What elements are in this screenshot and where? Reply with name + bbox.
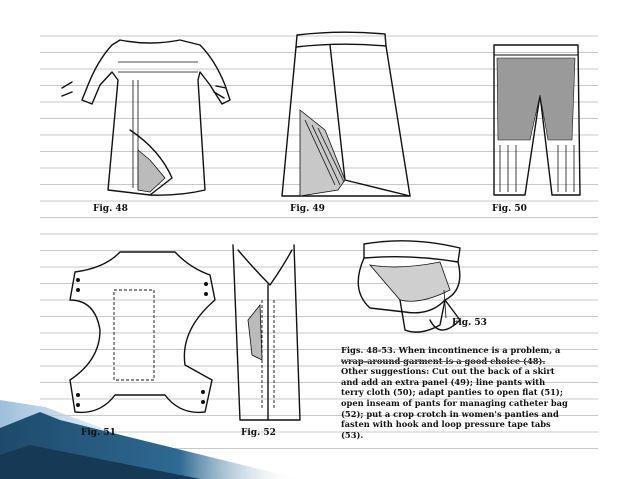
fig48-label: Fig. 48	[93, 204, 128, 214]
fig50-label: Fig. 50	[492, 204, 527, 214]
fig49-label: Fig. 49	[290, 204, 325, 214]
caption-line: Other suggestions: Cut out the back of a skirt	[341, 366, 555, 377]
fig53-label: Fig. 53	[452, 318, 487, 328]
caption-line: open inseam of pants for managing catheter bag	[341, 397, 568, 408]
caption-line: wrap-around garment is a good choice (48).	[341, 355, 546, 366]
caption-line: (52); put a crop crotch in women's panties and	[341, 408, 559, 419]
figure-caption	[341, 345, 603, 440]
caption-line: (53).	[341, 429, 364, 440]
caption-line: Figs. 48-53. When incontinence is a problem, a	[341, 345, 561, 355]
caption-line: fasten with hook and loop pressure tape tabs	[341, 419, 551, 430]
caption-line: and add an extra panel (49); line pants with	[341, 376, 546, 387]
caption-line: terry cloth (50); adapt panties to open flat (51);	[341, 387, 563, 398]
fig51-label: Fig. 51	[81, 428, 116, 438]
fig52-label: Fig. 52	[241, 428, 276, 438]
